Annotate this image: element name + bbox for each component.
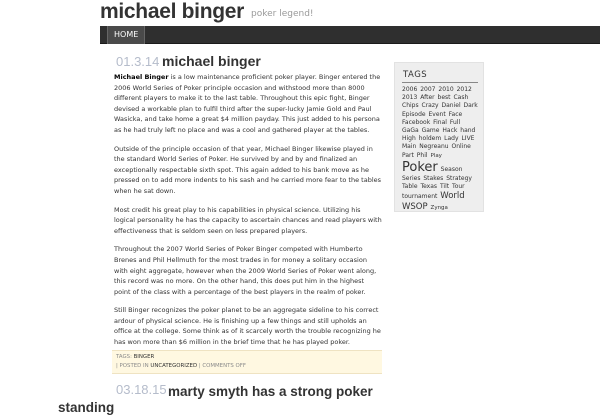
sidebar-tags-widget [394,62,484,212]
post-subject-name: Michael Binger [114,73,169,81]
post-meta [112,350,382,374]
tag-cloud-link[interactable]: Crazy [421,102,439,110]
tag-cloud-link[interactable]: Daniel [441,102,461,110]
tag-cloud-link[interactable]: best [437,94,451,102]
widget-divider [402,82,478,83]
post [112,50,382,374]
tag-cloud-link[interactable]: Facebook [402,118,431,126]
post-body [112,72,382,348]
tag-cloud-link[interactable]: Event [428,110,446,118]
post-date: 03.18.15 [116,381,167,397]
tag-cloud-link[interactable]: Part [402,151,414,159]
tag-cloud-link[interactable]: tournament [402,193,438,201]
tag-cloud-link[interactable]: Game [421,127,440,135]
main-nav [100,26,600,44]
tag-cloud-link[interactable]: Main [402,143,417,151]
tag-cloud-link[interactable]: Phil [416,151,428,159]
meta-separator: | [116,362,118,369]
widget-title: TAGS [403,70,428,80]
tag-cloud-link[interactable]: Strategy [446,174,472,182]
tag-cloud-link[interactable]: WSOP [402,202,428,213]
tag-cloud-link[interactable]: Face [448,110,463,118]
tag-cloud-link[interactable]: Series [402,174,421,182]
tag-cloud-link[interactable]: Tour [452,183,465,191]
tag-cloud-link[interactable]: After [420,94,435,102]
tag-link[interactable]: BINGER [133,353,155,360]
tag-cloud-link[interactable]: 2012 [456,86,472,93]
tag-cloud-link[interactable]: Table [402,183,418,191]
nav-home-link[interactable]: HOME [107,26,145,44]
tag-cloud-link[interactable]: Chips [402,102,419,110]
tag-cloud-link[interactable]: hand [460,127,476,135]
post [58,381,382,415]
post-paragraph [114,72,382,136]
tag-cloud-link[interactable]: Hack [442,127,458,135]
post-title[interactable]: michael binger [162,53,261,69]
site-tagline: poker legend! [251,9,314,19]
content-area [58,50,382,415]
tag-cloud-link[interactable]: World [440,191,465,202]
tag-cloud-link[interactable]: 2013 [402,94,418,102]
category-link[interactable]: UNCATEGORIZED [150,362,198,369]
tag-cloud [402,86,480,213]
post-paragraph: Most credit his great play to his capabilities in physical science. Utilizing his logical personality he has the capacity to ascertain chances and read players with effectiveness that is seldom seen on less prepared players. [114,205,382,235]
tag-cloud-link[interactable]: Episode [402,110,426,118]
post-title-line: standing [58,399,115,415]
tag-cloud-link[interactable]: 2010 [438,86,454,93]
meta-separator: | [198,362,201,369]
tag-cloud-link[interactable]: Full [449,118,461,126]
comments-status: COMMENTS OFF [202,362,246,369]
tag-cloud-link[interactable]: Online [451,143,471,151]
post-paragraph: Outside of the principle occasion of that year, Michael Binger likewise played in the standard World Series of Poker. He survived by and by and finalized an exceptionally respectable sixth spot. This again added to his bank move as he pressed on to add more indents to his sash and he carried more fear to the tables when he sat down. [114,144,382,195]
tag-cloud-link[interactable]: Texas [420,183,438,191]
tag-cloud-link[interactable]: Negreanu [419,143,449,151]
site-header [100,0,560,26]
tag-cloud-link[interactable]: Dark [463,102,478,110]
tag-cloud-link[interactable]: Tilt [439,183,450,191]
post-date: 01.3.14 [116,54,160,69]
post-header [112,50,382,72]
tag-cloud-link[interactable]: Zynga [430,205,448,212]
post-paragraph: Throughout the 2007 World Series of Poker Binger competed with Humberto Brenes and Phil Hellmuth for the most trades in for money a solitary occasion with eight aggregate, however when the 2009 World Series of Poker went along, this record was no more. On the other hand, this does put him in the highest point of the class with a percentage of the best players in the realm of poker. [114,245,377,296]
site-title[interactable]: michael binger [100,0,245,23]
tag-cloud-link[interactable]: Poker [402,159,438,175]
post-paragraph: Still Binger recognizes the poker planet to be an aggregate sideline to his correct ardour of physical science. He is finishing up a few things and still upholds an office at the college. Some think as of it scarcely worth the trouble recognizing he has won more than $6 million in the brief time that he has played poker. [114,306,381,347]
tag-cloud-link[interactable]: Season [440,165,463,173]
tags-label: TAGS: [116,353,132,360]
tag-cloud-link[interactable]: High [402,135,416,143]
posted-in-label: POSTED IN [119,362,149,369]
tag-cloud-link[interactable]: Cash [453,94,469,102]
tag-cloud-link[interactable]: GaGa [402,127,419,135]
tag-cloud-link[interactable]: Lady [444,135,459,143]
tag-cloud-link[interactable]: 2006 [402,86,418,93]
tag-cloud-link[interactable]: Stakes [423,174,444,182]
tag-cloud-link[interactable]: holdem [418,135,442,143]
post-paragraph-text: is a low maintenance proficient poker player. Binger entered the 2006 World Series of Poker principle occasion and withstood more than 8000 different players to make it to the last table. Throughout this epic fight, Binger devised a workable plan to fulfil third after the super-lucky Jamie Gold and Paul Wasicka, and take home a great $4 million payday. This just added to his persona as he had truly left no place and was a cool and gathered player at the tables. [114,73,381,134]
post-title-line: marty smyth has a strong poker [168,383,373,399]
post-tags-line [116,353,378,362]
post-category-line [116,362,378,371]
tag-cloud-link[interactable]: LIVE [461,135,475,143]
tag-cloud-link[interactable]: Final [433,118,447,126]
tag-cloud-link[interactable]: Play [430,152,442,159]
tag-cloud-link[interactable]: 2007 [420,86,436,93]
